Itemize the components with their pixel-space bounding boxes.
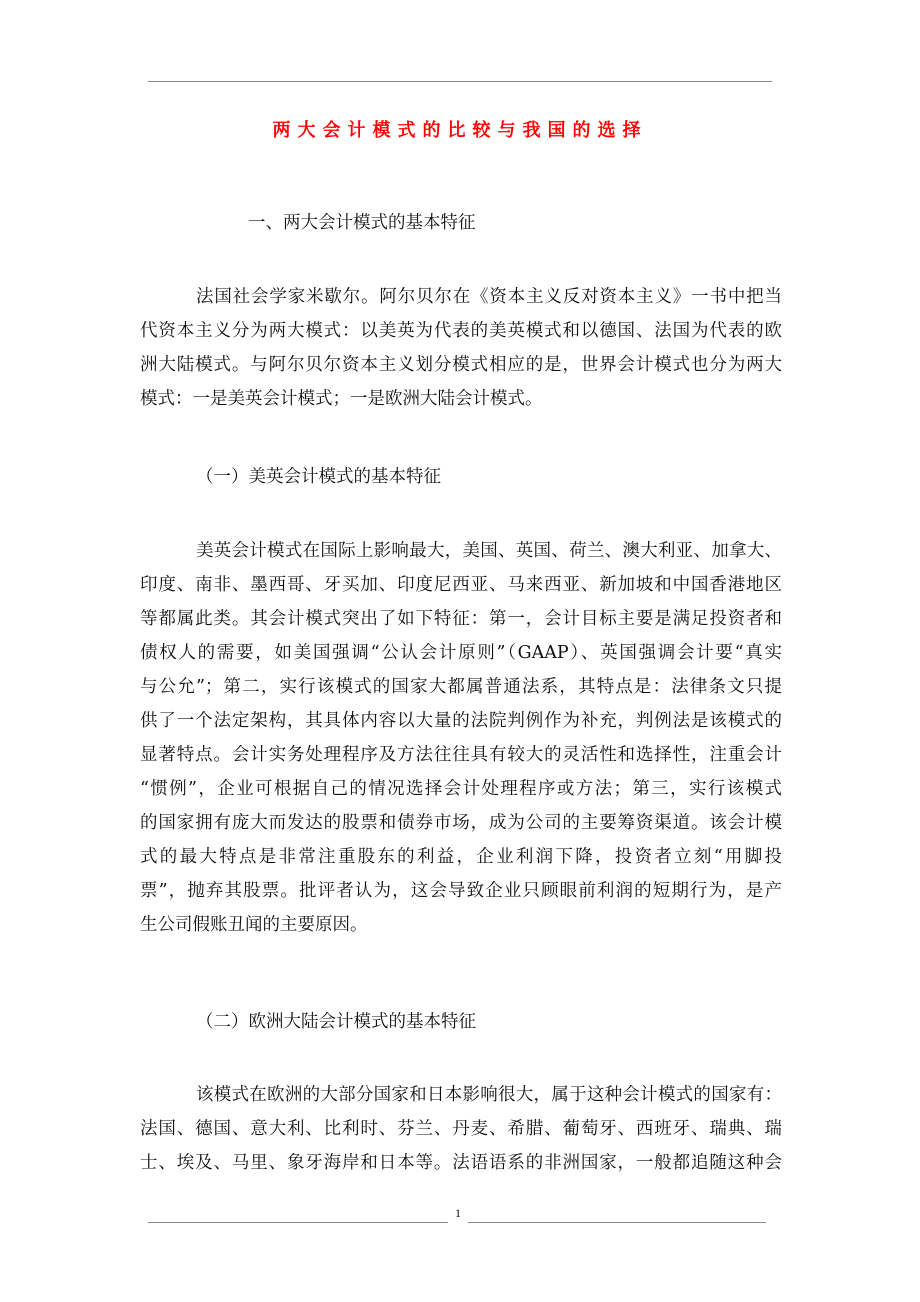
header-rule xyxy=(148,81,772,82)
page-number: 1 xyxy=(455,1206,461,1220)
footer-rule-left xyxy=(148,1222,448,1223)
paragraph-line: 美英会计模式在国际上影响最大，美国、英国、荷兰、澳大利亚、加拿大、 xyxy=(196,541,782,561)
paragraph-2 xyxy=(140,534,782,942)
subheading-anglo-american: （一）美英会计模式的基本特征 xyxy=(196,467,441,487)
paragraph-line: 票”，抛弃其股票。批评者认为，这会导致企业只顾眼前利润的短期行为，是产 xyxy=(140,881,782,901)
paragraph-line: 生公司假账丑闻的主要原因。 xyxy=(140,915,368,935)
paragraph-line: 代资本主义分为两大模式：以美英为代表的美英模式和以德国、法国为代表的欧 xyxy=(140,321,782,341)
paragraph-3 xyxy=(140,1078,782,1180)
paragraph-line: 显著特点。会计实务处理程序及方法往往具有较大的灵活性和选择性，注重会计 xyxy=(140,745,782,765)
paragraph-line: 的国家拥有庞大而发达的股票和债券市场，成为公司的主要筹资渠道。该会计模 xyxy=(140,813,782,833)
section-heading: 一、两大会计模式的基本特征 xyxy=(248,213,476,233)
paragraph-line: 士、埃及、马里、象牙海岸和日本等。法语语系的非洲国家，一般都追随这种会 xyxy=(140,1153,782,1173)
paragraph-line: 印度、南非、墨西哥、牙买加、印度尼西亚、马来西亚、新加坡和中国香港地区 xyxy=(140,575,782,595)
paragraph-line: “惯例”，企业可根据自己的情况选择会计处理程序或方法；第三，实行该模式 xyxy=(140,779,782,799)
paragraph-line: 与公允”；第二，实行该模式的国家大都属普通法系，其特点是：法律条文只提 xyxy=(140,677,782,697)
paragraph-line: 债权人的需要，如美国强调“公认会计原则”（GAAP）、英国强调会计要“真实 xyxy=(140,643,782,663)
document-title: 两大会计模式的比较与我国的选择 xyxy=(272,120,648,141)
paragraph-line: 法国社会学家米歇尔。阿尔贝尔在《资本主义反对资本主义》一书中把当 xyxy=(196,287,782,307)
paragraph-line: 模式：一是美英会计模式；一是欧洲大陆会计模式。 xyxy=(140,389,543,409)
subheading-continental: （二）欧洲大陆会计模式的基本特征 xyxy=(196,1012,476,1032)
paragraph-line: 该模式在欧洲的大部分国家和日本影响很大，属于这种会计模式的国家有： xyxy=(196,1085,782,1105)
paragraph-line: 供了一个法定架构，其具体内容以大量的法院判例作为补充，判例法是该模式的 xyxy=(140,711,782,731)
paragraph-line: 洲大陆模式。与阿尔贝尔资本主义划分模式相应的是，世界会计模式也分为两大 xyxy=(140,355,782,375)
paragraph-line: 式的最大特点是非常注重股东的利益，企业利润下降，投资者立刻“用脚投 xyxy=(140,847,782,867)
paragraph-line: 法国、德国、意大利、比利时、芬兰、丹麦、希腊、葡萄牙、西班牙、瑞典、瑞 xyxy=(140,1119,782,1139)
paragraph-1 xyxy=(140,280,782,416)
paragraph-line: 等都属此类。其会计模式突出了如下特征：第一，会计目标主要是满足投资者和 xyxy=(140,609,782,629)
footer-rule-right xyxy=(468,1222,766,1223)
